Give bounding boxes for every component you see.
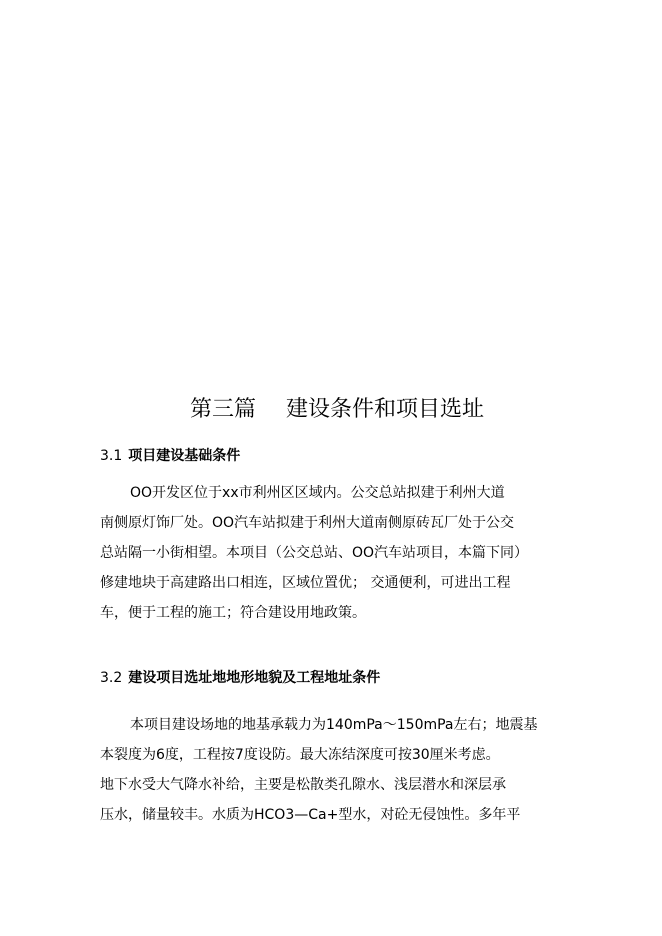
paragraph-line: 南侧原灯饰厂处。OO汽车站拟建于利州大道南侧原砖瓦厂处于公交: [100, 515, 515, 531]
section-heading-text: 建设项目选址地地形地貌及工程地址条件: [128, 670, 381, 686]
paragraph-line: 车，便于工程的施工；符合建设用地政策。: [100, 605, 366, 621]
section-3-2-paragraph: [100, 710, 570, 830]
paragraph-line: 本项目建设场地的地基承载力为140mPa～150mPa左右；地震基: [130, 717, 538, 733]
chapter-number: 第三篇: [190, 397, 257, 422]
paragraph-line: 总站隔一小街相望。本项目（公交总站、OO汽车站项目，本篇下同）: [100, 545, 529, 561]
section-heading-3-2: [100, 668, 580, 688]
paragraph-line: 地下水受大气降水补给，主要是松散类孔隙水、浅层潜水和深层承: [100, 777, 506, 793]
section-heading-3-1: [100, 446, 580, 466]
paragraph-line: 压水，储量较丰。水质为HCO3—Ca+型水，对砼无侵蚀性。多年平: [100, 807, 521, 823]
section-heading-text: 项目建设基础条件: [128, 448, 241, 464]
section-number: 3.1: [100, 448, 123, 464]
chapter-title: [190, 396, 530, 424]
chapter-name: 建设条件和项目选址: [286, 397, 485, 422]
section-3-1-paragraph: [100, 478, 570, 628]
paragraph-line: 修建地块于高建路出口相连，区域位置优； 交通便利，可进出工程: [100, 575, 511, 591]
paragraph-line: OO开发区位于xx市利州区区域内。公交总站拟建于利州大道: [130, 485, 505, 501]
section-number: 3.2: [100, 670, 123, 686]
paragraph-line: 本裂度为6度，工程按7度设防。最大冻结深度可按30厘米考虑。: [100, 747, 500, 763]
